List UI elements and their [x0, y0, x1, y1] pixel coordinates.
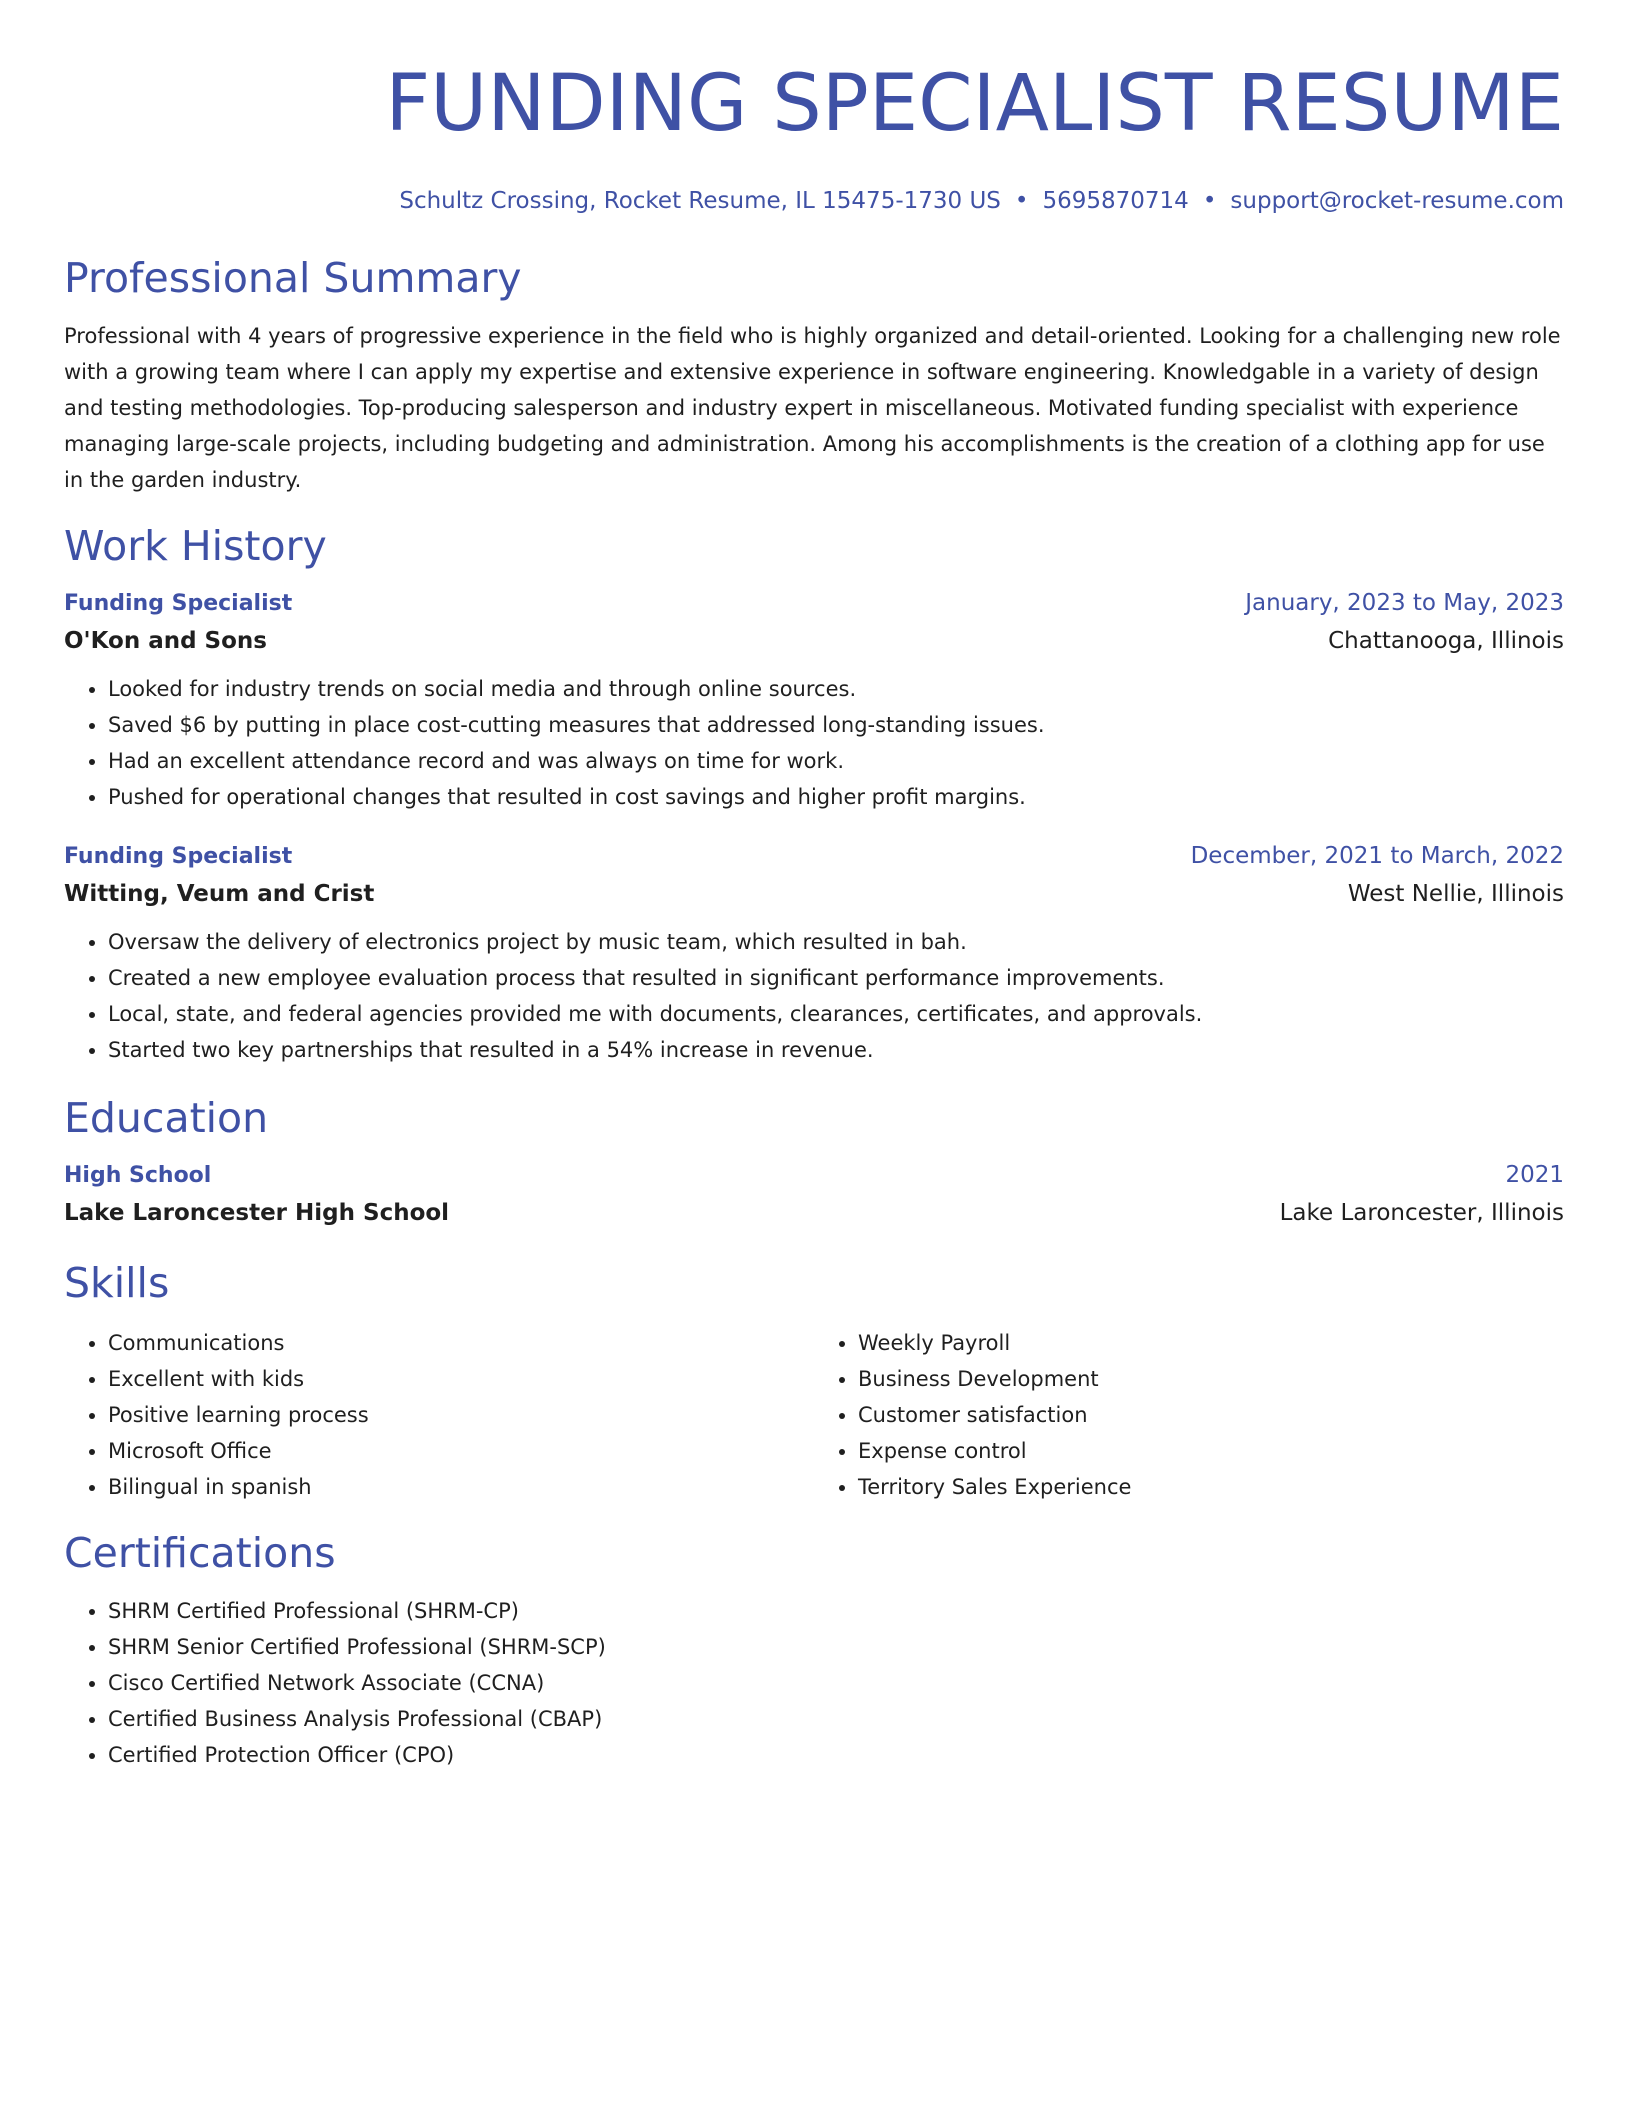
separator: •: [1014, 188, 1029, 214]
graduation-year: 2021: [1505, 1162, 1564, 1188]
job-entry: [64, 586, 1564, 815]
job-title: Funding Specialist: [64, 844, 293, 869]
job-subheader: [64, 621, 1564, 661]
job-bullets: [64, 671, 1564, 815]
list-item: • Certified Protection Officer (CPO): [108, 1737, 1564, 1773]
certifications-list: [64, 1593, 1564, 1773]
list-item: • Oversaw the delivery of electronics project by music team, which resulted in bah.: [108, 924, 1564, 960]
company-name: Witting, Veum and Crist: [64, 881, 375, 907]
job-dates: December, 2021 to March, 2022: [1190, 843, 1564, 869]
list-item: • Territory Sales Experience: [858, 1469, 1564, 1505]
list-item: • Local, state, and federal agencies provided me with documents, clearances, certificates, and approvals.: [108, 996, 1564, 1032]
list-item: • Customer satisfaction: [858, 1397, 1564, 1433]
list-item: • Positive learning process: [108, 1397, 814, 1433]
resume-title: FUNDING SPECIALIST RESUME: [385, 59, 1564, 149]
list-item: • Bilingual in spanish: [108, 1469, 814, 1505]
education-entry: [64, 1158, 1564, 1233]
resume-page: [64, 0, 1564, 1773]
job-entry: [64, 839, 1564, 1068]
job-location: West Nellie, Illinois: [1347, 881, 1564, 907]
job-subheader: [64, 874, 1564, 914]
list-item: • SHRM Senior Certified Professional (SHRM-SCP): [108, 1629, 1564, 1665]
list-item: • Business Development: [858, 1361, 1564, 1397]
list-item: • Excellent with kids: [108, 1361, 814, 1397]
section-title-education: Education: [64, 1094, 269, 1142]
school-location: Lake Laroncester, Illinois: [1279, 1200, 1564, 1226]
contact-line: [64, 184, 1564, 218]
job-header: [64, 586, 1564, 621]
list-item: • Saved $6 by putting in place cost-cutting measures that addressed long-standing issues.: [108, 707, 1564, 743]
list-item: • Expense control: [858, 1433, 1564, 1469]
separator: •: [1202, 188, 1217, 214]
list-item: • Certified Business Analysis Professional (CBAP): [108, 1701, 1564, 1737]
phone: 5695870714: [1042, 188, 1189, 214]
skills-column-right: [814, 1325, 1564, 1505]
list-item: • Looked for industry trends on social media and through online sources.: [108, 671, 1564, 707]
list-item: • Microsoft Office: [108, 1433, 814, 1469]
address: Schultz Crossing, Rocket Resume, IL 15475-1730 US: [399, 188, 1001, 214]
list-item: • Communications: [108, 1325, 814, 1361]
skills-column-left: [64, 1325, 814, 1505]
summary-text: Professional with 4 years of progressive experience in the field who is highly organized and detail-oriented. Looking for a challenging new role with a growing team where I can apply my expertise and extensive experience in software engineering. Knowledgable in a variety of design and testing methodologies. Top-producing salesperson and industry expert in miscellaneous. Motivated funding specialist with experience managing large-scale projects, including budgeting and administration. Among his accomplishments is the creation of a clothing app for use in the garden industry.: [64, 324, 1561, 492]
list-item: • Created a new employee evaluation process that resulted in significant performance improvements.: [108, 960, 1564, 996]
section-title-certifications: Certifications: [64, 1529, 336, 1577]
job-title: Funding Specialist: [64, 591, 293, 616]
list-item: • SHRM Certified Professional (SHRM-CP): [108, 1593, 1564, 1629]
school-name: Lake Laroncester High School: [64, 1200, 450, 1226]
job-bullets: [64, 924, 1564, 1068]
company-name: O'Kon and Sons: [64, 628, 267, 654]
list-item: • Had an excellent attendance record and was always on time for work.: [108, 743, 1564, 779]
email: support@rocket-resume.com: [1230, 188, 1564, 214]
job-header: [64, 839, 1564, 874]
list-item: • Weekly Payroll: [858, 1325, 1564, 1361]
skills-list: [64, 1325, 1564, 1505]
section-title-skills: Skills: [64, 1259, 170, 1307]
degree: High School: [64, 1163, 212, 1188]
list-item: • Started two key partnerships that resulted in a 54% increase in revenue.: [108, 1032, 1564, 1068]
section-title-work: Work History: [64, 522, 327, 570]
list-item: • Pushed for operational changes that resulted in cost savings and higher profit margins.: [108, 779, 1564, 815]
job-dates: January, 2023 to May, 2023: [1245, 590, 1564, 616]
education-subheader: [64, 1193, 1564, 1233]
job-location: Chattanooga, Illinois: [1328, 628, 1564, 654]
education-header: [64, 1158, 1564, 1193]
list-item: • Cisco Certified Network Associate (CCNA): [108, 1665, 1564, 1701]
section-title-summary: Professional Summary: [64, 254, 522, 302]
